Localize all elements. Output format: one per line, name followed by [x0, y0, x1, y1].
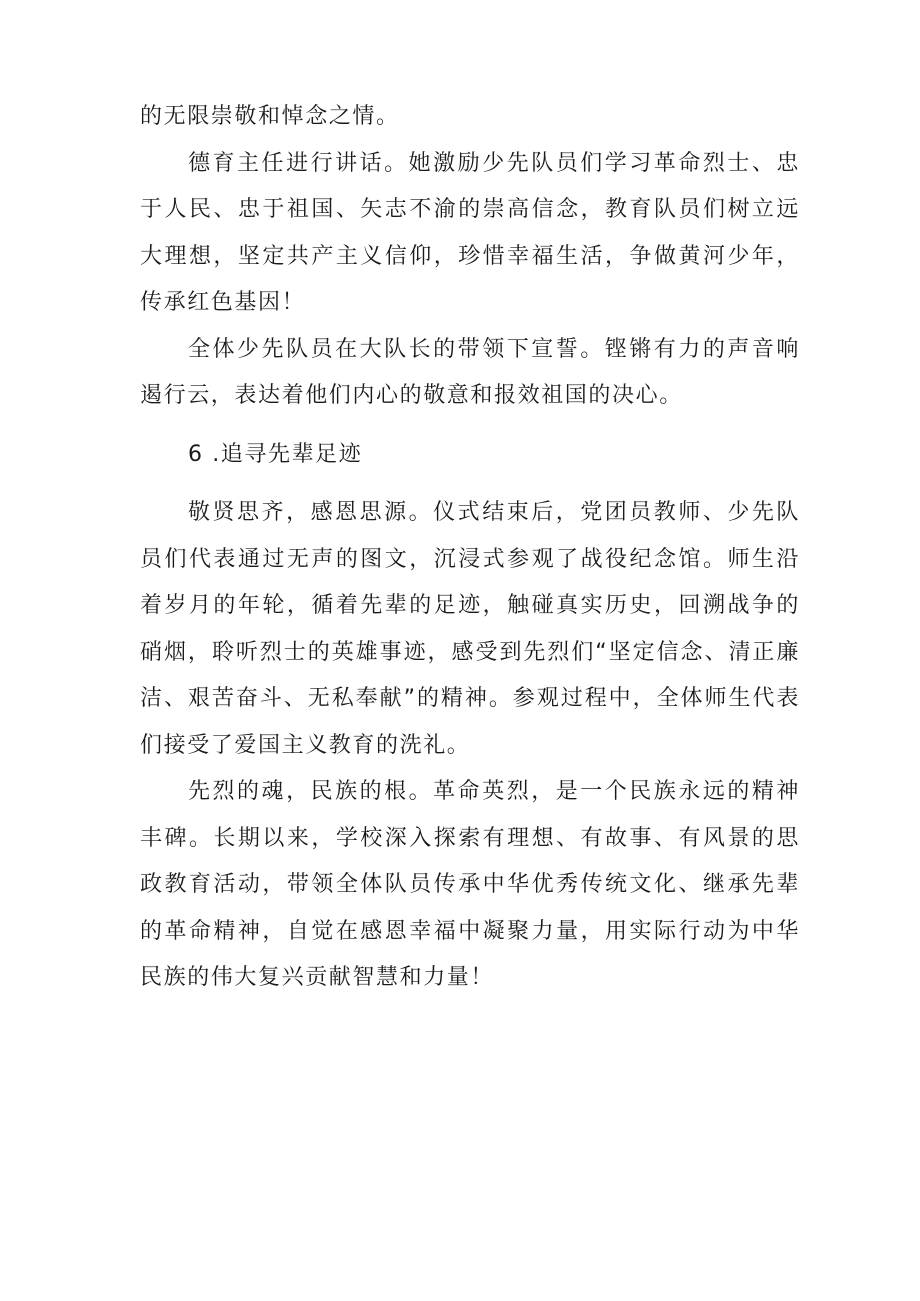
section-heading: 6 .追寻先辈足迹 [188, 441, 363, 467]
paragraph-continuation: 的无限崇敬和悼念之情。 [140, 104, 400, 129]
document-body [140, 94, 800, 1002]
paragraph-moral-director-speech: 德育主任进行讲话。她激励少先队员们学习革命烈士、忠于人民、忠于祖国、矢志不渝的崇高信念，教育队员们树立远大理想，坚定共产主义信仰，珍惜幸福生活，争做黄河少年，传承红色基因！ [140, 150, 800, 315]
paragraph-oath: 全体少先队员在大队长的带领下宣誓。铿锵有力的声音响遏行云，表达着他们内心的敬意和报效祖国的决心。 [140, 336, 800, 408]
paragraph-memorial-visit: 敬贤思齐，感恩思源。仪式结束后，党团员教师、少先队员们代表通过无声的图文，沉浸式参观了战役纪念馆。师生沿着岁月的年轮，循着先辈的足迹，触碰真实历史，回溯战争的硝烟，聆听烈士的英雄事迹，感受到先烈们“坚定信念、清正廉洁、艰苦奋斗、无私奉献”的精神。参观过程中，全体师生代表们接受了爱国主义教育的洗礼。 [140, 500, 800, 758]
paragraph-martyrs-spirit: 先烈的魂，民族的根。革命英烈，是一个民族永远的精神丰碑。长期以来，学校深入探索有理想、有故事、有风景的思政教育活动，带领全体队员传承中华优秀传统文化、继承先辈的革命精神，自觉在感恩幸福中凝聚力量，用实际行动为中华民族的伟大复兴贡献智慧和力量！ [140, 779, 800, 990]
